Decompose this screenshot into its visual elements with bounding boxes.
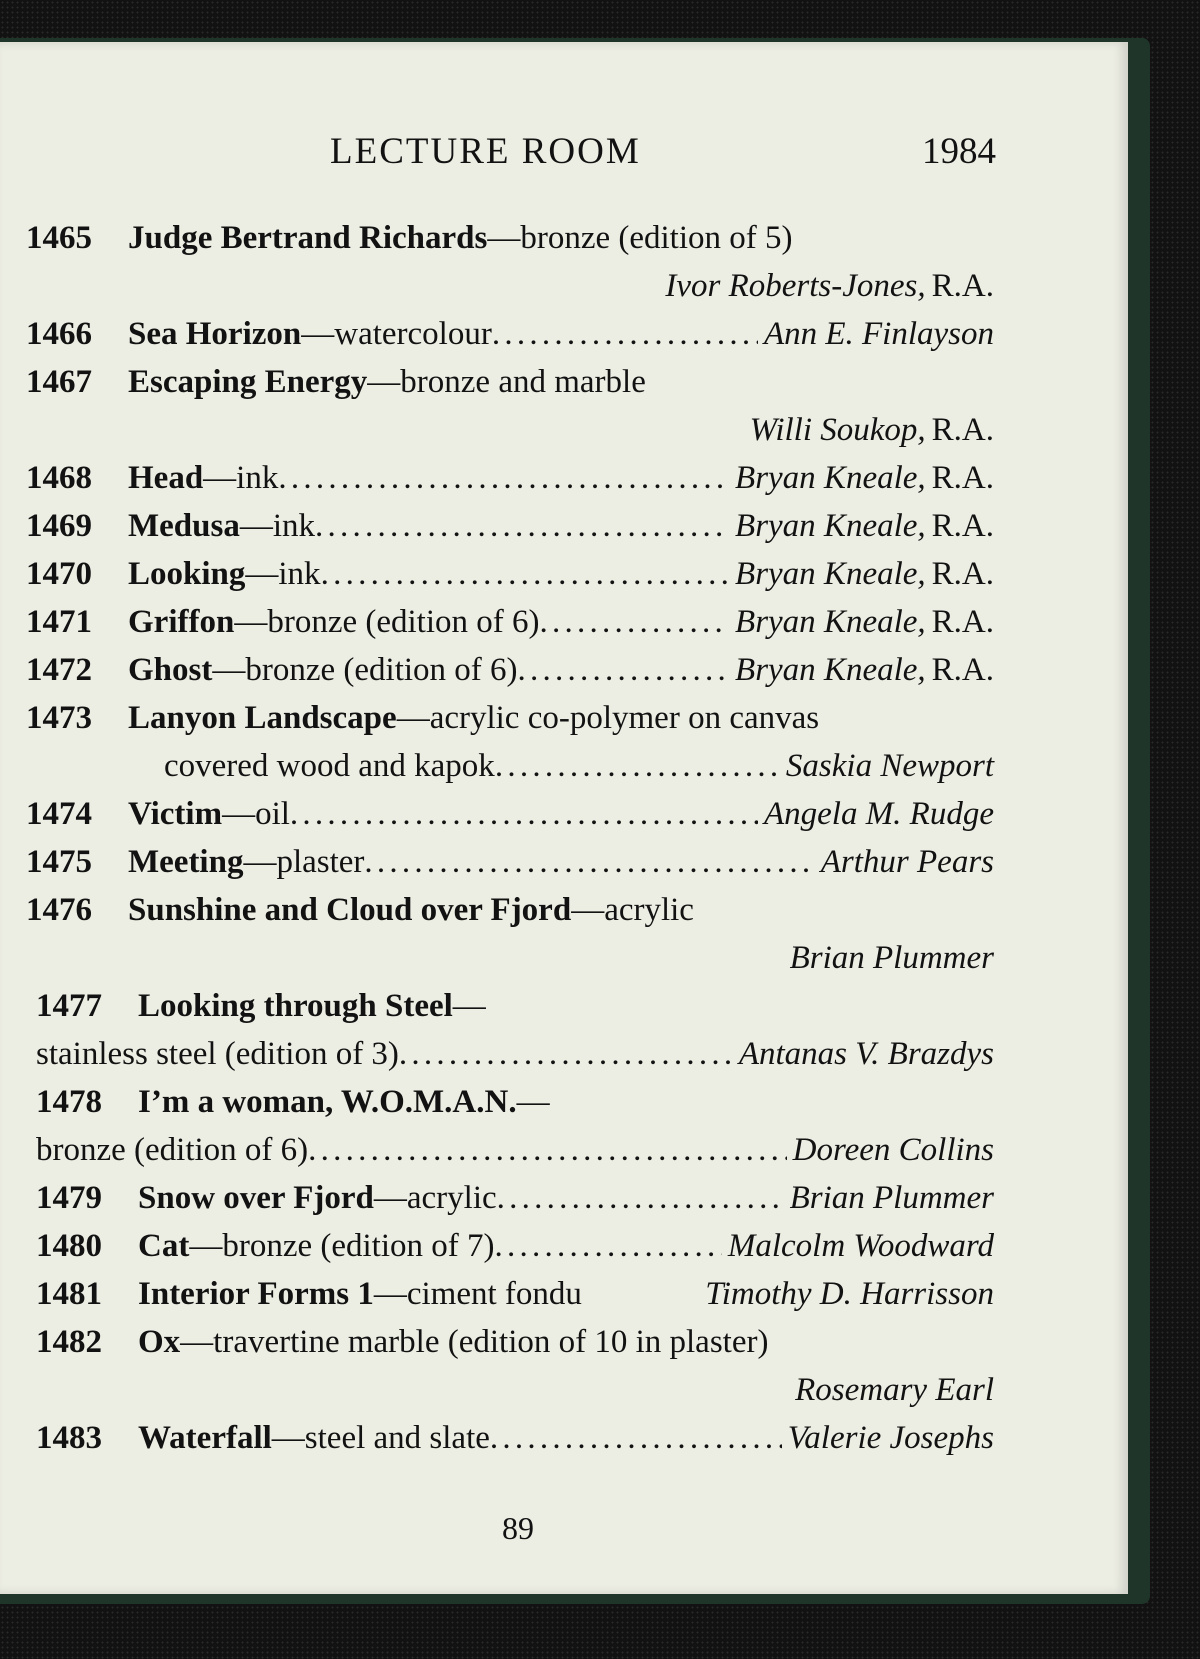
catalogue-entry	[26, 982, 994, 1078]
dot-leader	[518, 646, 730, 694]
entry-artist: Brian Plummer	[789, 1180, 994, 1216]
entry-number: 1470	[26, 556, 92, 592]
entry-artist: Antanas V. Brazdys	[738, 1036, 994, 1072]
entry-artist: Ann E. Finlayson	[763, 316, 994, 352]
entry-medium: —bronze (edition of 5)	[487, 220, 793, 256]
entry-artist-suffix: R.A.	[931, 508, 994, 544]
catalogue-entry	[26, 1270, 994, 1318]
entry-number: 1469	[26, 508, 92, 544]
entry-medium: —acrylic	[571, 892, 694, 928]
entry-artist: Malcolm Woodward	[727, 1228, 994, 1264]
catalogue-entry	[26, 502, 994, 550]
entry-title: Judge Bertrand Richards	[128, 220, 488, 256]
entry-artist: Saskia Newport	[785, 748, 994, 784]
entry-medium-continued: bronze (edition of 6)	[36, 1132, 309, 1168]
entry-artist-suffix: R.A.	[931, 604, 994, 640]
entry-title: Looking through Steel	[138, 988, 453, 1024]
entry-artist: Bryan Kneale,	[735, 604, 926, 640]
entry-artist: Ivor Roberts-Jones,	[665, 268, 926, 304]
entry-artist: Willi Soukop,	[749, 412, 926, 448]
entry-number: 1481	[36, 1276, 102, 1312]
entry-artist: Doreen Collins	[792, 1132, 994, 1168]
entry-number: 1465	[26, 220, 92, 256]
entry-title: Ox	[138, 1324, 181, 1360]
entry-title: Escaping Energy	[128, 364, 368, 400]
entry-artist-suffix: R.A.	[931, 556, 994, 592]
dot-leader	[399, 1030, 733, 1078]
entry-artist: Angela M. Rudge	[763, 796, 994, 832]
year-heading: 1984	[922, 131, 996, 172]
entry-medium: —bronze (edition of 6)	[212, 652, 518, 688]
entry-number: 1468	[26, 460, 92, 496]
entry-artist: Arthur Pears	[820, 844, 994, 880]
dot-leader	[490, 1414, 782, 1462]
catalogue-entry	[26, 790, 994, 838]
catalogue-entry	[26, 214, 994, 310]
catalogue-entry	[26, 694, 994, 790]
entry-medium: —bronze (edition of 6)	[234, 604, 540, 640]
entry-number: 1471	[26, 604, 92, 640]
entry-title: Victim	[128, 796, 223, 832]
dot-leader	[497, 1174, 784, 1222]
entry-artist: Rosemary Earl	[795, 1372, 994, 1408]
entry-number: 1475	[26, 844, 92, 880]
entry-artist-suffix: R.A.	[931, 412, 994, 448]
entry-title: Meeting	[128, 844, 244, 880]
entry-medium-continued: stainless steel (edition of 3)	[36, 1036, 399, 1072]
catalogue-entry	[26, 1318, 994, 1414]
entry-number: 1477	[36, 988, 102, 1024]
entry-artist: Brian Plummer	[789, 940, 994, 976]
entry-medium: —steel and slate	[271, 1420, 490, 1456]
dot-leader	[278, 454, 729, 502]
entry-title: Waterfall	[138, 1420, 272, 1456]
entry-number: 1467	[26, 364, 92, 400]
entry-number: 1482	[36, 1324, 102, 1360]
entry-title: I’m a woman, W.O.M.A.N.	[138, 1084, 517, 1120]
catalogue-entry	[26, 454, 994, 502]
dot-leader	[494, 1222, 721, 1270]
entry-number: 1473	[26, 700, 92, 736]
entry-number: 1480	[36, 1228, 102, 1264]
entry-title: Interior Forms 1	[138, 1276, 374, 1312]
entry-medium: —bronze and marble	[367, 364, 646, 400]
dot-leader	[315, 502, 729, 550]
entry-medium: —	[516, 1084, 550, 1120]
dot-leader	[364, 838, 814, 886]
entry-title: Medusa	[128, 508, 240, 544]
entry-number: 1466	[26, 316, 92, 352]
entry-title: Cat	[138, 1228, 190, 1264]
entry-medium: —bronze (edition of 7)	[189, 1228, 495, 1264]
entry-medium: —plaster	[243, 844, 365, 880]
entry-title: Griffon	[128, 604, 235, 640]
entry-number: 1476	[26, 892, 92, 928]
dot-leader	[492, 310, 758, 358]
entry-title: Head	[128, 460, 204, 496]
entry-medium-continued: covered wood and kapok	[164, 748, 495, 784]
dot-leader	[321, 550, 729, 598]
entry-artist: Valerie Josephs	[787, 1420, 994, 1456]
entry-artist: Bryan Kneale,	[735, 652, 926, 688]
catalogue-entry	[26, 1078, 994, 1174]
entry-artist-suffix: R.A.	[931, 460, 994, 496]
catalogue-entry	[26, 646, 994, 694]
catalogue-entry	[26, 598, 994, 646]
catalogue-entry	[26, 358, 994, 454]
entry-title: Sunshine and Cloud over Fjord	[128, 892, 572, 928]
entry-medium: —ciment fondu	[373, 1276, 582, 1312]
catalogue-entry	[26, 550, 994, 598]
catalogue-entry	[26, 1414, 994, 1462]
entry-medium: —travertine marble (edition of 10 in plaster)	[180, 1324, 769, 1360]
entry-title: Snow over Fjord	[138, 1180, 374, 1216]
entry-number: 1483	[36, 1420, 102, 1456]
entry-medium: —ink	[239, 508, 316, 544]
catalogue-entry	[26, 838, 994, 886]
dot-leader	[539, 598, 729, 646]
entry-number: 1474	[26, 796, 92, 832]
entry-medium: —acrylic	[373, 1180, 497, 1216]
entry-medium: —	[452, 988, 486, 1024]
dot-leader	[308, 1126, 786, 1174]
catalogue-entry	[26, 886, 994, 982]
entry-title: Ghost	[128, 652, 213, 688]
dot-leader	[495, 742, 780, 790]
entry-artist: Bryan Kneale,	[735, 556, 926, 592]
entry-title: Lanyon Landscape	[128, 700, 397, 736]
entry-number: 1472	[26, 652, 92, 688]
entry-medium: —oil	[222, 796, 290, 832]
dot-leader	[290, 790, 758, 838]
entry-artist: Bryan Kneale,	[735, 460, 926, 496]
catalogue-entries	[26, 214, 994, 1462]
entry-medium: —watercolour	[301, 316, 492, 352]
section-heading: LECTURE ROOM	[330, 131, 641, 172]
entry-number: 1479	[36, 1180, 102, 1216]
entry-title: Looking	[128, 556, 246, 592]
entry-artist: Timothy D. Harrisson	[705, 1276, 994, 1312]
catalogue-entry	[26, 310, 994, 358]
entry-medium: —ink	[245, 556, 321, 592]
entry-medium: —acrylic co-polymer on canvas	[396, 700, 820, 736]
entry-title: Sea Horizon	[128, 316, 302, 352]
entry-artist-suffix: R.A.	[931, 268, 994, 304]
catalogue-entry	[26, 1174, 994, 1222]
page-number: 89	[502, 1510, 534, 1546]
catalogue-entry	[26, 1222, 994, 1270]
entry-artist: Bryan Kneale,	[735, 508, 926, 544]
entry-number: 1478	[36, 1084, 102, 1120]
entry-medium: —ink	[203, 460, 279, 496]
entry-artist-suffix: R.A.	[931, 652, 994, 688]
catalogue-page	[0, 42, 1128, 1594]
